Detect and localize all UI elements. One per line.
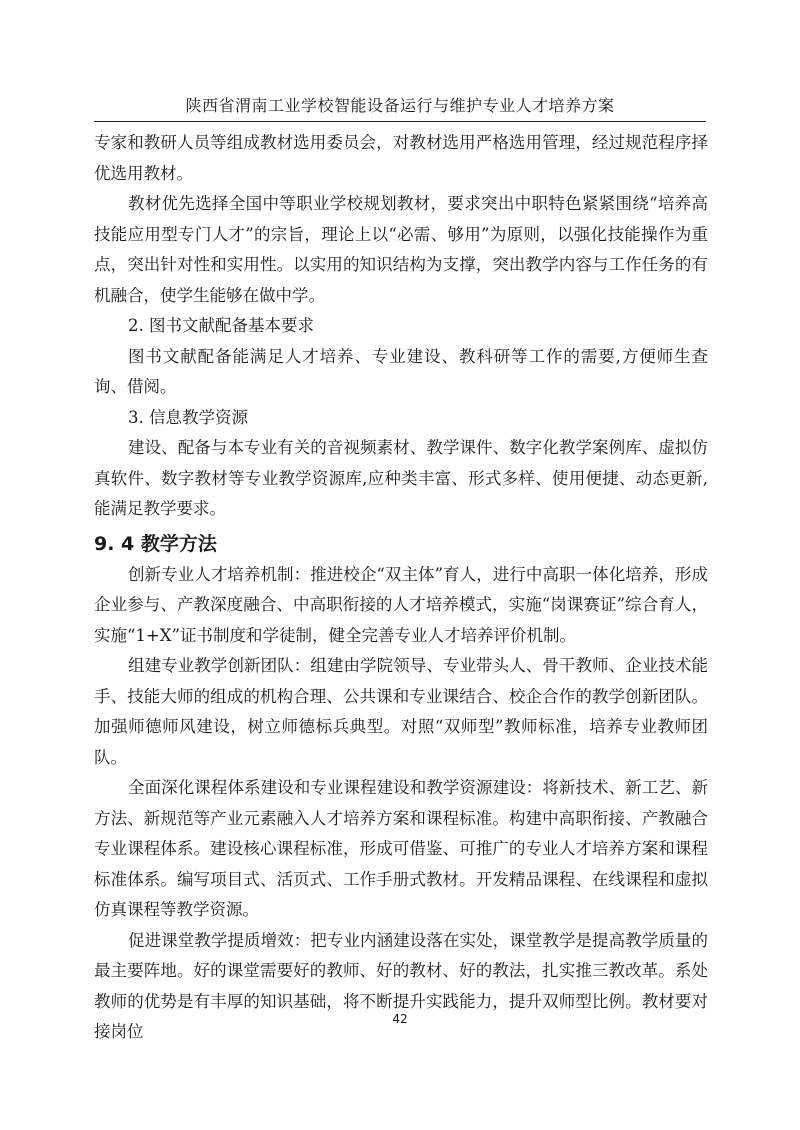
subheading-books: 2. 图书文献配备基本要求 [128,316,314,335]
paragraph-info-resources: 建设、配备与本专业有关的音视频素材、教学课件、数字化教学案例库、虚拟仿真软件、数字教材等专业教学资源库,应种类丰富、形式多样、使用便捷、动态更新,能满足教学要求。 [94,438,708,518]
paragraph-textbook-committee: 专家和教研人员等组成教材选用委员会，对教材选用严格选用管理，经过规范程序择优选用教材。 [94,133,708,183]
running-header: 陕西省渭南工业学校智能设备运行与维护专业人才培养方案 [185,96,615,115]
body-text [94,128,708,1048]
page-number: 42 [392,1012,408,1026]
header-rule [94,121,706,122]
subheading-info-resources: 3. 信息教学资源 [128,407,248,427]
paragraph-training-mechanism: 创新专业人才培养机制：推进校企“双主体”育人，进行中高职一体化培养，形成企业参与、产教深度融合、中高职衔接的人才培养模式，实施“岗课赛证”综合育人，实施“1+X”证书制度和学徒制，健全完善专业人才培养评价机制。 [94,564,708,645]
paragraph-teaching-team: 组建专业教学创新团队：组建由学院领导、专业带头人、骨干教师、企业技术能手、技能大师的组成的机构合理、公共课和专业课结合、校企合作的教学创新团队。加强师德师风建设，树立师德标兵典型。对照“双师型”教师标准，培养专业教师团队。 [94,656,708,767]
paragraph-books: 图书文献配备能满足人才培养、专业建设、教科研等工作的需要,方便师生查询、借阅。 [94,346,708,396]
section-heading-teaching-methods: 9. 4 教学方法 [94,532,217,555]
paragraph-classroom-quality: 促进课堂教学提质增效：把专业内涵建设落在实处，课堂教学是提高教学质量的最主要阵地。好的课堂需要好的教师、好的教材、好的教法，扎实推三教改革。系处教师的优势是有丰厚的知识基础，将不断提升实践能力，提升双师型比例。教材要对接岗位 [94,930,708,1041]
paragraph-curriculum: 全面深化课程体系建设和专业课程建设和教学资源建设：将新技术、新工艺、新方法、新规范等产业元素融入人才培养方案和课程标准。构建中高职衔接、产教融合专业课程体系。建设核心课程标准，形成可借鉴、可推广的专业人才培养方案和课程标准体系。编写项目式、活页式、工作手册式教材。开发精品课程、在线课程和虚拟仿真课程等教学资源。 [94,778,708,919]
paragraph-textbook-selection: 教材优先选择全国中等职业学校规划教材，要求突出中职特色紧紧围绕“培养高技能应用型专门人才”的宗旨，理论上以“必需、够用”为原则，以强化技能操作为重点，突出针对性和实用性。以实用的知识结构为支撑，突出教学内容与工作任务的有机融合，使学生能够在做中学。 [94,194,708,305]
